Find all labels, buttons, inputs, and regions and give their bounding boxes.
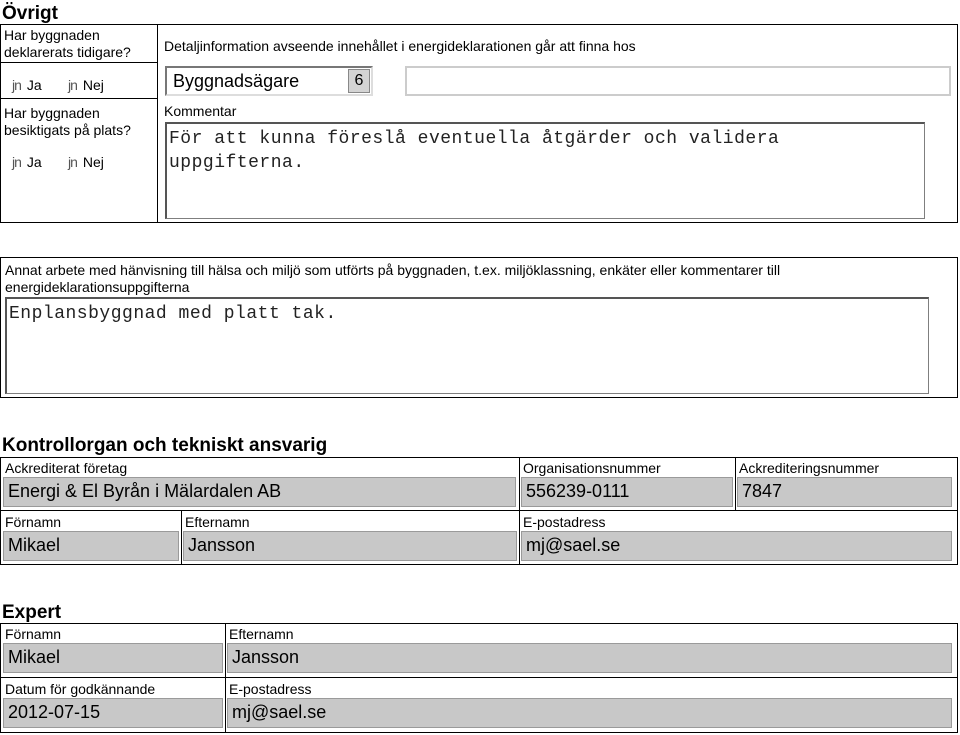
chevron-down-icon[interactable]: 6 — [348, 69, 370, 93]
radio-declared-no[interactable] — [68, 77, 104, 93]
radio-label: Nej — [82, 154, 104, 170]
accreditation-label: Ackrediteringsnummer — [739, 460, 880, 476]
radio-icon: jn — [68, 154, 77, 170]
section-title-expert: Expert — [2, 602, 62, 623]
lastname-value: Jansson — [188, 535, 256, 555]
lastname-field[interactable] — [183, 531, 517, 561]
divider — [735, 457, 736, 510]
approval-date-field[interactable] — [3, 698, 223, 728]
firstname-field[interactable] — [3, 531, 179, 561]
divider — [0, 677, 958, 678]
radio-icon: jn — [12, 154, 21, 170]
divider — [0, 62, 158, 63]
owner-select[interactable] — [165, 66, 373, 96]
org-number-label: Organisationsnummer — [523, 460, 661, 476]
expert-firstname-value: Mikael — [8, 647, 61, 667]
expert-lastname-label: Efternamn — [229, 626, 294, 642]
divider — [225, 623, 226, 733]
annat-text: Enplansbyggnad med platt tak. — [9, 304, 337, 324]
email-field[interactable] — [521, 531, 952, 561]
comment-text: För att kunna föreslå eventuella åtgärder och validera uppgifterna. — [169, 129, 780, 173]
owner-select-value: Byggnadsägare — [173, 71, 300, 91]
firstname-label: Förnamn — [5, 514, 62, 530]
firstname-value: Mikael — [8, 535, 61, 555]
section-title-ovrigt: Övrigt — [2, 3, 58, 24]
approval-date-label: Datum för godkännande — [5, 681, 156, 697]
expert-firstname-field[interactable] — [3, 643, 223, 673]
divider — [181, 510, 182, 565]
radio-inspected-no[interactable] — [68, 154, 104, 170]
expert-lastname-value: Jansson — [232, 647, 300, 667]
radio-label: Nej — [82, 77, 104, 93]
radio-icon: jn — [12, 77, 21, 93]
question-inspected: Har byggnaden besiktigats på plats? — [4, 105, 131, 138]
company-value: Energi & El Byrån i Mälardalen AB — [8, 481, 282, 501]
email-value: mj@sael.se — [526, 535, 621, 555]
accreditation-field[interactable] — [737, 477, 952, 507]
expert-email-field[interactable] — [227, 698, 952, 728]
expert-email-value: mj@sael.se — [232, 702, 327, 722]
radio-icon: jn — [68, 77, 77, 93]
approval-date-value: 2012-07-15 — [8, 702, 101, 722]
org-number-field[interactable] — [521, 477, 733, 507]
radio-label: Ja — [26, 77, 42, 93]
lastname-label: Efternamn — [185, 514, 250, 530]
section-title-kontroll: Kontrollorgan och tekniskt ansvarig — [2, 435, 328, 456]
email-label: E-postadress — [523, 514, 606, 530]
radio-inspected-yes[interactable] — [12, 154, 42, 170]
org-number-value: 556239-0111 — [526, 481, 630, 501]
company-field[interactable] — [3, 477, 516, 507]
radio-declared-yes[interactable] — [12, 77, 42, 93]
question-declared-before: Har byggnaden deklarerats tidigare? — [4, 27, 131, 60]
divider — [157, 24, 158, 223]
accreditation-value: 7847 — [742, 481, 783, 501]
expert-email-label: E-postadress — [229, 681, 312, 697]
annat-textarea[interactable] — [5, 297, 929, 394]
annat-label: Annat arbete med hänvisning till hälsa och miljö som utförts på byggnaden, t.ex. miljöklassning, enkäter eller kommentarer till energideklarationsuppgifterna — [5, 262, 781, 295]
divider — [519, 457, 520, 565]
comment-label: Kommentar — [164, 103, 237, 119]
owner-detail-input[interactable] — [405, 66, 951, 96]
expert-lastname-field[interactable] — [227, 643, 952, 673]
divider — [0, 510, 958, 511]
divider — [0, 98, 158, 99]
company-label: Ackrediterat företag — [5, 460, 128, 476]
radio-label: Ja — [26, 154, 42, 170]
expert-firstname-label: Förnamn — [5, 626, 62, 642]
comment-textarea[interactable] — [165, 122, 925, 219]
detail-info-label: Detaljinformation avseende innehållet i energideklarationen går att finna hos — [164, 38, 636, 54]
